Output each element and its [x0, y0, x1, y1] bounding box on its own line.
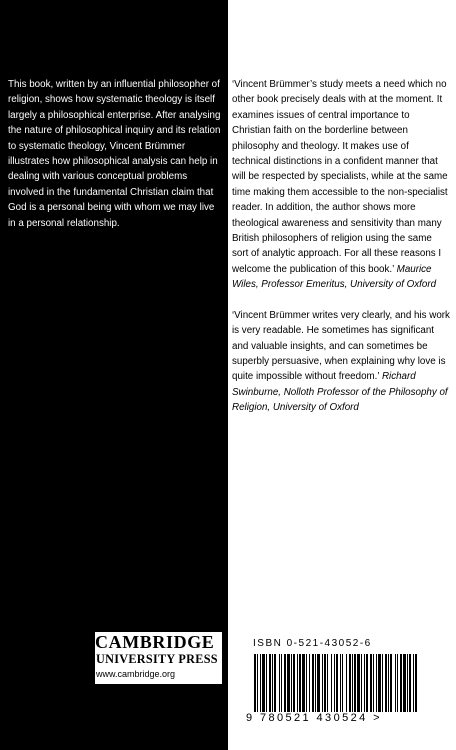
barcode-bar	[378, 654, 381, 712]
barcode-bar	[257, 654, 258, 712]
barcode-bar	[407, 654, 408, 712]
barcode-bar	[354, 654, 356, 712]
review-quote: ‘Vincent Brümmer’s study meets a need which no other book precisely deals with at the moment. It examines issues of central importance to Christian faith on the borderline between philosophy and theology. It makes use of technical distinctions in a confident manner that will be respected by specialists, while at the same time making them accessible to the non-specialist reader. In addition, the author shows more theological awareness and sensitivity than many British philosophers of religion using the same sort of analytic approach. For all these reasons I welcome the publication of this book.’	[232, 79, 448, 275]
barcode-bar	[331, 654, 332, 712]
barcode-bar	[352, 654, 353, 712]
barcode-bar	[346, 654, 347, 712]
review	[232, 308, 450, 416]
review-attribution: Maurice Wiles, Professor Emeritus, University of Oxford	[232, 263, 437, 291]
publisher-url: www.cambridge.org	[96, 669, 176, 679]
review	[232, 77, 450, 293]
barcode-bar	[361, 654, 362, 712]
barcode-bar	[390, 654, 392, 712]
barcode-bar	[364, 654, 365, 712]
publisher-logo	[95, 632, 222, 684]
barcode-bar	[279, 654, 280, 712]
barcode-bar	[309, 654, 310, 712]
barcode-bar	[322, 654, 323, 712]
barcode-bar	[382, 654, 383, 712]
barcode-bar	[269, 654, 271, 712]
barcode-bar	[397, 654, 398, 712]
barcode-bar	[409, 654, 411, 712]
barcode-bar	[284, 654, 286, 712]
barcode-bar	[262, 654, 265, 712]
publisher-subname: UNIVERSITY PRESS	[96, 652, 218, 666]
barcode-bar	[413, 654, 414, 712]
barcode-bar	[317, 654, 320, 712]
barcode-bar	[388, 654, 389, 712]
barcode-bar	[342, 654, 343, 712]
barcode-bar	[327, 654, 328, 712]
publisher-name: CAMBRIDGE	[95, 632, 215, 652]
reviews-section	[232, 77, 450, 416]
barcode-bar	[370, 654, 372, 712]
barcode-bar	[395, 654, 396, 712]
barcode-bar	[260, 654, 261, 712]
barcode-bar	[349, 654, 351, 712]
barcode-bar	[385, 654, 387, 712]
barcode-bar	[312, 654, 314, 712]
barcode-bar	[373, 654, 374, 712]
isbn-label: ISBN 0-521-43052-6	[253, 638, 372, 649]
barcode-bar	[302, 654, 305, 712]
review-attribution: Richard Swinburne, Nolloth Professor of the Philosophy of Religion, University of Oxford	[232, 371, 448, 414]
barcode-bar	[297, 654, 298, 712]
barcode-bar	[291, 654, 292, 712]
barcode-bar	[274, 654, 276, 712]
barcode-bar	[336, 654, 338, 712]
barcode-bar	[306, 654, 307, 712]
barcode-bar	[266, 654, 267, 712]
barcode-digits: 9 780521 430524 >	[246, 712, 382, 724]
barcode-bar	[357, 654, 360, 712]
book-description: This book, written by an influential philosopher of religion, shows how systematic theology is itself largely a philosophical enterprise. After analysing the nature of philosophical inquiry and its relation to systematic theology, Vincent Brümmer illustrates how philosophical analysis can help in dealing with various conceptual problems involved in the fundamental Christian claim that God is a personal being with whom we may live in a personal relationship.	[8, 79, 221, 229]
barcode-bar	[272, 654, 273, 712]
barcode-bar	[299, 654, 301, 712]
barcode-bar	[281, 654, 282, 712]
barcode-bar	[400, 654, 402, 712]
barcode-bar	[376, 654, 377, 712]
barcode-bar	[334, 654, 335, 712]
barcode-bar	[366, 654, 368, 712]
barcode-bar	[293, 654, 295, 712]
barcode-bar	[403, 654, 406, 712]
barcode-bar	[315, 654, 316, 712]
barcode-bar	[287, 654, 290, 712]
barcode-bar	[254, 654, 256, 712]
barcode-bar	[324, 654, 326, 712]
barcode-bar	[415, 654, 417, 712]
barcode-bar	[340, 654, 341, 712]
barcode	[246, 654, 426, 716]
barcode-bars	[246, 654, 426, 714]
review-quote: ‘Vincent Brümmer writes very clearly, and his work is very readable. He sometimes has significant and valuable insights, and can sometimes be superbly persuasive, when explaining why love is quite impossible without freedom.’	[232, 309, 450, 383]
